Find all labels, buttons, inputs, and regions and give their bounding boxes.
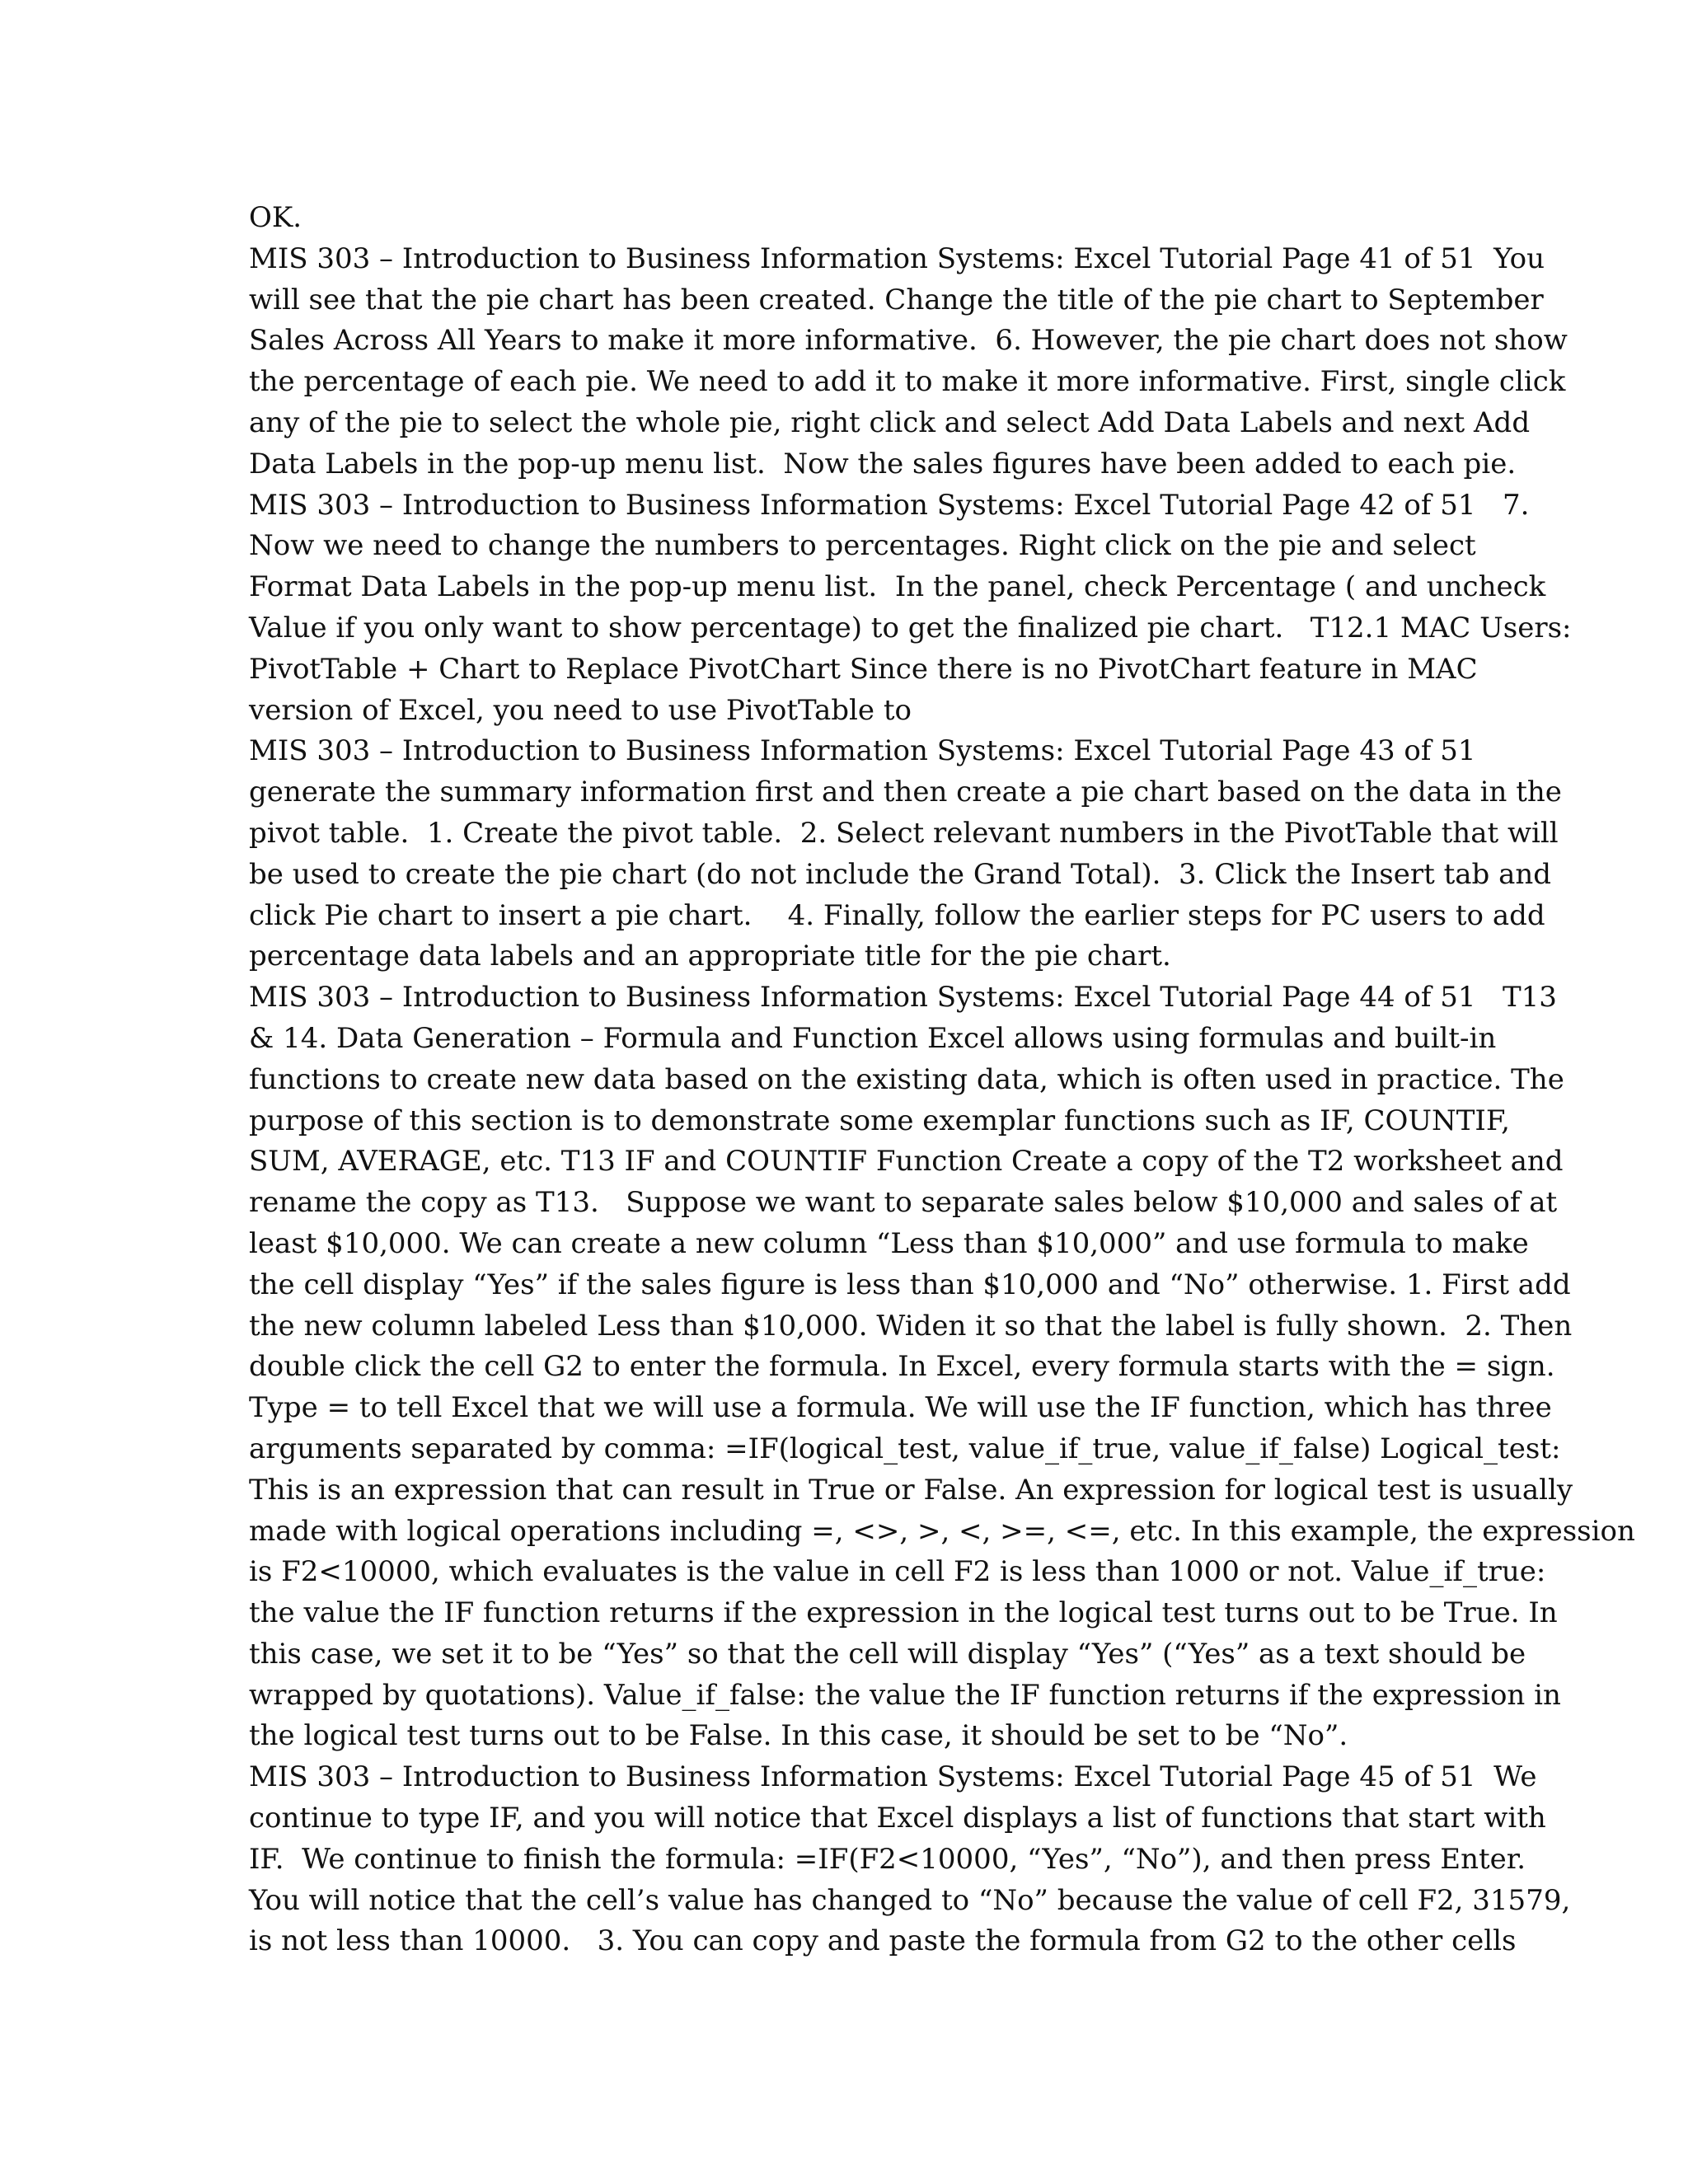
- text-line: is F2<10000, which evaluates is the value in cell F2 is less than 1000 or not. Value_if_true:: [249, 1555, 1546, 1589]
- text-line: SUM, AVERAGE, etc. T13 IF and COUNTIF Function Create a copy of the T2 worksheet and: [249, 1145, 1564, 1179]
- text-line: pivot table. 1. Create the pivot table. 2. Select relevant numbers in the PivotTable that will: [249, 816, 1559, 850]
- text-line: arguments separated by comma: =IF(logical_test, value_if_true, value_if_false) Logical_test:: [249, 1432, 1561, 1465]
- text-line: least $10,000. We can create a new column “Less than $10,000” and use formula to make: [249, 1226, 1529, 1260]
- text-line: Format Data Labels in the pop-up menu list. In the panel, check Percentage ( and uncheck: [249, 570, 1546, 604]
- text-line: Sales Across All Years to make it more informative. 6. However, the pie chart does not show: [249, 324, 1568, 358]
- text-line: double click the cell G2 to enter the formula. In Excel, every formula starts with the = sign.: [249, 1350, 1555, 1384]
- text-line: MIS 303 – Introduction to Business Information Systems: Excel Tutorial Page 44 of 51 T13: [249, 981, 1557, 1015]
- text-line: is not less than 10000. 3. You can copy and paste the formula from G2 to the other cells: [249, 1924, 1517, 1958]
- text-line: continue to type IF, and you will notice that Excel displays a list of functions that start with: [249, 1802, 1546, 1835]
- text-line: any of the pie to select the whole pie, right click and select Add Data Labels and next Add: [249, 405, 1531, 439]
- text-line: the value the IF function returns if the expression in the logical test turns out to be True. In: [249, 1596, 1558, 1630]
- text-line: OK.: [249, 201, 302, 234]
- text-line: This is an expression that can result in True or False. An expression for logical test is usually: [249, 1473, 1573, 1507]
- text-line: the new column labeled Less than $10,000. Widen it so that the label is fully shown. 2. Then: [249, 1309, 1573, 1343]
- text-line: Value if you only want to show percentage) to get the finalized pie chart. T12.1 MAC Users:: [249, 611, 1572, 644]
- text-line: this case, we set it to be “Yes” so that the cell will display “Yes” (“Yes” as a text should be: [249, 1637, 1526, 1671]
- text-line: PivotTable + Chart to Replace PivotChart Since there is no PivotChart feature in MAC: [249, 652, 1478, 686]
- text-line: MIS 303 – Introduction to Business Information Systems: Excel Tutorial Page 41 of 51 You: [249, 241, 1545, 275]
- text-line: be used to create the pie chart (do not include the Grand Total). 3. Click the Insert tab and: [249, 857, 1552, 891]
- text-line: MIS 303 – Introduction to Business Information Systems: Excel Tutorial Page 45 of 51 We: [249, 1760, 1537, 1794]
- document-text: [249, 198, 1635, 1962]
- text-line: made with logical operations including =, <>, >, <, >=, <=, etc. In this example, the expression: [249, 1514, 1635, 1548]
- text-line: MIS 303 – Introduction to Business Information Systems: Excel Tutorial Page 43 of 51: [249, 734, 1476, 768]
- text-line: MIS 303 – Introduction to Business Information Systems: Excel Tutorial Page 42 of 51 7.: [249, 488, 1530, 522]
- text-line: click Pie chart to insert a pie chart. 4. Finally, follow the earlier steps for PC users to add: [249, 898, 1545, 932]
- text-line: the percentage of each pie. We need to add it to make it more informative. First, single click: [249, 365, 1566, 399]
- text-line: rename the copy as T13. Suppose we want to separate sales below $10,000 and sales of at: [249, 1186, 1558, 1220]
- text-line: will see that the pie chart has been created. Change the title of the pie chart to September: [249, 283, 1544, 316]
- text-line: percentage data labels and an appropriate title for the pie chart.: [249, 940, 1171, 973]
- text-line: Type = to tell Excel that we will use a formula. We will use the IF function, which has three: [249, 1391, 1552, 1425]
- text-line: You will notice that the cell’s value has changed to “No” because the value of cell F2, 31579,: [249, 1883, 1571, 1917]
- text-line: & 14. Data Generation – Formula and Function Excel allows using formulas and built-in: [249, 1021, 1497, 1055]
- text-line: IF. We continue to finish the formula: =IF(F2<10000, “Yes”, “No”), and then press Enter.: [249, 1842, 1526, 1876]
- text-line: generate the summary information first and then create a pie chart based on the data in the: [249, 776, 1562, 809]
- text-line: the cell display “Yes” if the sales figure is less than $10,000 and “No” otherwise. 1. First add: [249, 1268, 1571, 1301]
- text-line: Data Labels in the pop-up menu list. Now the sales figures have been added to each pie.: [249, 447, 1517, 480]
- text-line: functions to create new data based on the existing data, which is often used in practice. The: [249, 1062, 1564, 1096]
- text-line: version of Excel, you need to use PivotTable to: [249, 693, 912, 727]
- text-line: wrapped by quotations). Value_if_false: the value the IF function returns if the expression in: [249, 1678, 1561, 1712]
- text-line: Now we need to change the numbers to percentages. Right click on the pie and select: [249, 529, 1476, 563]
- text-line: the logical test turns out to be False. In this case, it should be set to be “No”.: [249, 1719, 1348, 1753]
- text-line: purpose of this section is to demonstrate some exemplar functions such as IF, COUNTIF,: [249, 1104, 1510, 1137]
